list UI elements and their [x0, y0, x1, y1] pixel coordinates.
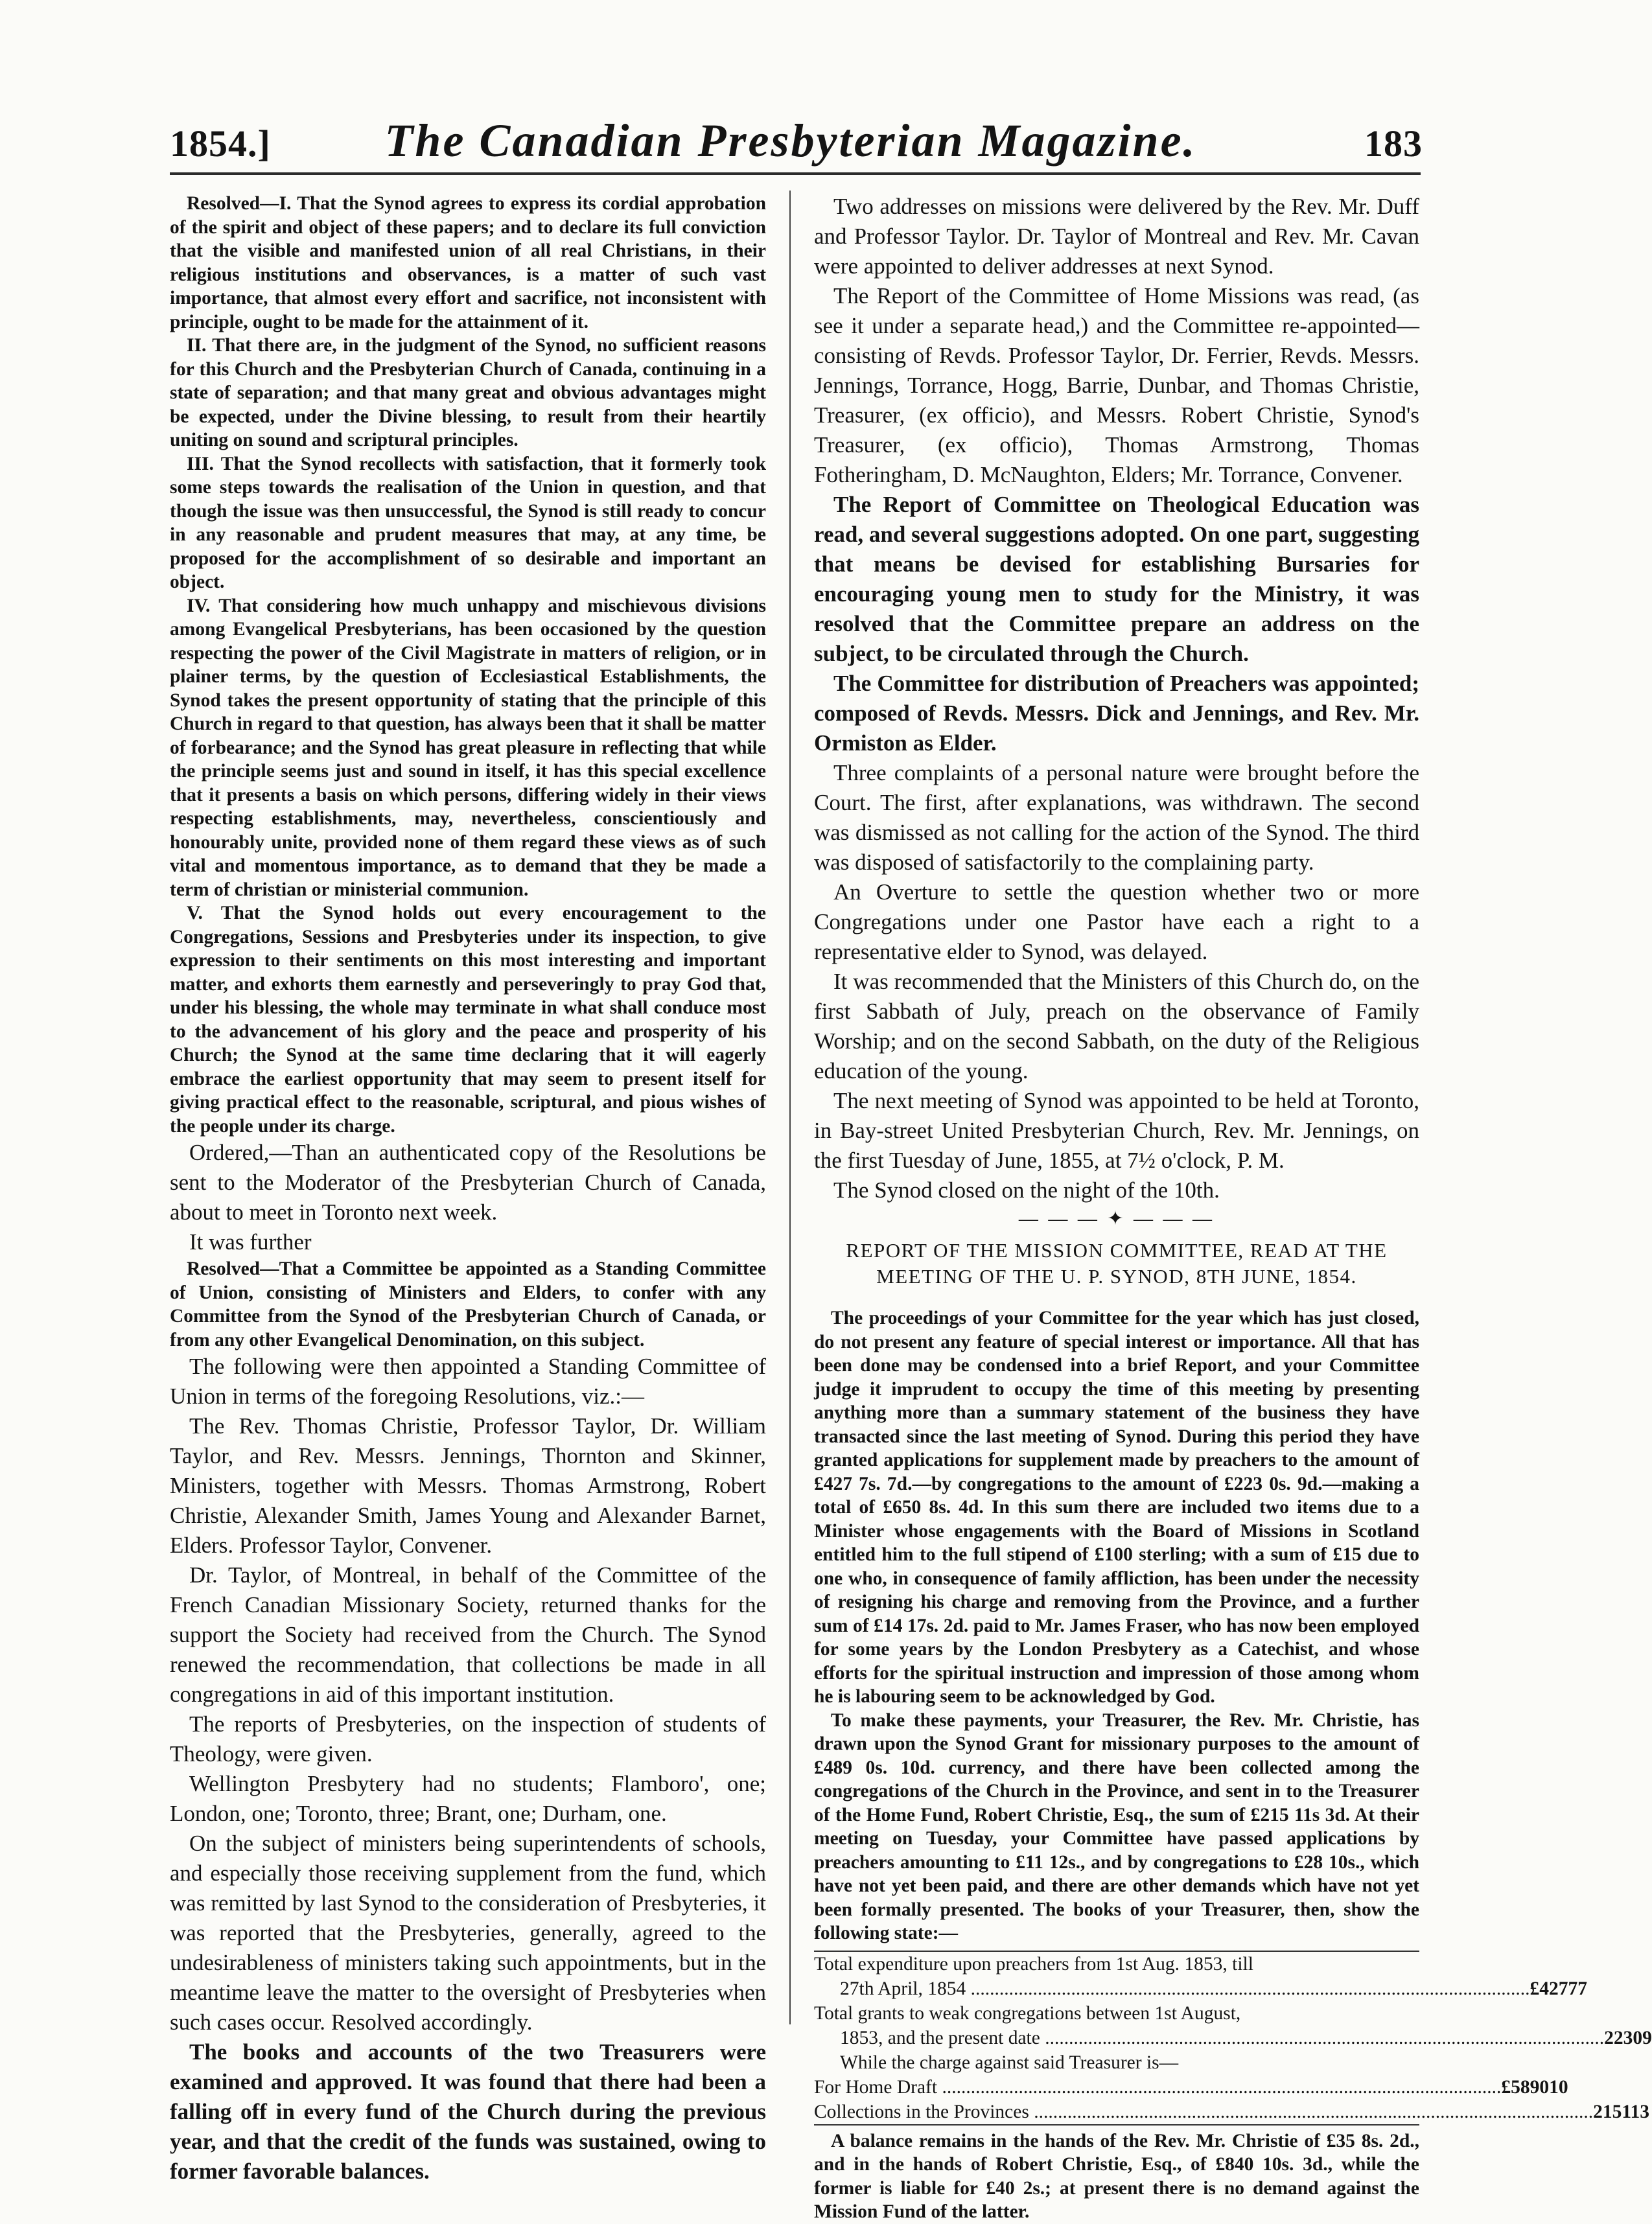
resolution-5: V. That the Synod holds out every encouragement to the Congregations, Sessions and Presbyteries under its inspection, to give expression to their sentiments on this most interesting and important matter, and exhorts them earnestly and perseveringly to pray God that, under his blessing, the whole may terminate in what shall conduce most to the advancement of his glory and the peace and prosperity of his Church; the Synod at the same time declaring that it will eagerly embrace the earliest opportunity that may seem to present itself for giving practical effect to the reasonable, scriptural, and pious wishes of the people under its charge.	[170, 903, 766, 1137]
ordered-paragraph: Ordered,—Than an authenticated copy of the Resolutions be sent to the Moderator of the Presbyterian Church of Canada, about to meet in Toronto next week.	[170, 1140, 766, 1225]
accounts-table	[814, 1951, 1652, 2126]
left-column	[170, 192, 767, 2184]
home-missions-paragraph: The Report of the Committee of Home Missions was read, (as see it under a separate head,) and the Committee re-appointed—consisting of Revds. Professor Taylor, Dr. Ferrier, Revds. Messrs. Jennings, Torrance, Hogg, Barrie, Dunbar, and Thomas Christie, Treasurer, (ex officio), and Messrs. Robert Christie, Synod's Treasurer, (ex officio), Thomas Armstrong, Thomas Fotheringham, D. McNaughton, Elders; Mr. Torrance, Convener.	[814, 283, 1419, 487]
table-row: Total grants to weak congregations between 1st August,	[814, 2002, 1241, 2024]
montreal-paragraph: Dr. Taylor, of Montreal, in behalf of the Committee of the French Canadian Missionary Society, returned thanks for the support the Society had received from the Church. The Synod renewed the recommendation, that collections be made in all congregations in aid of this important institution.	[170, 1562, 766, 1707]
page-number: 183	[1364, 122, 1423, 165]
next-meeting-paragraph: The next meeting of Synod was appointed to be held at Toronto, in Bay-street United Presbyterian Church, Rev. Mr. Jennings, on the first Tuesday of June, 1855, at 7½ o'clock, P. M.	[814, 1088, 1419, 1173]
resolution-4: IV. That considering how much unhappy and mischievous divisions among Evangelical Presbyterians, has been occasioned by the question respecting the power of the Civil Magistrate in matters of religion, or in plainer terms, by the question of Ecclesiastical Establishments, the Synod takes the present opportunity of stating that the principle of this Church in regard to that question, has always been that it shall be matter of forbearance; and the Synod has great pleasure in reflecting that while the principle seems just and sound in itself, it has this special excellence that it presents a basis on which persons, differing widely in their views respecting establishments, may, nevertheless, conscientiously and honourably unite, provided none of them regard these views as of such vital and momentous importance, as to demand that they be made a term of christian or ministerial communion.	[170, 595, 767, 900]
table-row: 1853, and the present date ..... 223 0 9	[814, 2026, 1419, 2050]
addresses-paragraph: Two addresses on missions were delivered by the Rev. Mr. Duff and Professor Taylor. Dr. Taylor of Montreal and Rev. Mr. Cavan were appointed to deliver addresses at next Synod.	[814, 194, 1419, 279]
resolution-3: III. That the Synod recollects with satisfaction, that it formerly took some steps towards the realisation of the Union in question, and that though the issue was then unsuccessful, the Synod is still ready to concur in any reasonable and prudent measures that may, at any time, be proposed for the accomplishment of so desirable and important an object.	[170, 453, 766, 592]
report-heading: REPORT OF THE MISSION COMMITTEE, READ AT THE MEETING OF THE U. P. SYNOD, 8TH JUNE, 1854.	[846, 1239, 1388, 1288]
column-divider	[789, 191, 791, 2024]
overture-paragraph: An Overture to settle the question whether two or more Congregations under one Pastor have each a right to a representative elder to Synod, was delayed.	[814, 879, 1419, 964]
proceedings-paragraph: The proceedings of your Committee for the year which has just closed, do not present any feature of special interest or importance. All that has been done may be condensed into a brief Report, and your Committee judge it imprudent to occupy the time of this meeting by presenting anything more than a summary statement of the business they have transacted since the last meeting of Synod. During this period they have granted applications for supplement made by preachers to the amount of £427 7s. 7d.—by congregations to the amount of £223 0s. 9d.—making a total of £650 8s. 4d. In this sum there are included two items due to a Minister whose engagements with the Board of Missions in Scotland entitled him to the full stipend of £100 sterling; with a sum of £15 due to one who, in consequence of family affliction, has been under the necessity of resigning his charge and removing from the Province, and a further sum of £14 17s. 2d. paid to Mr. James Fraser, who has now been employed for some years by the London Presbytery as a Catechist, and whose efforts for the spiritual instruction and impression of those among whom he is labouring seem to be acknowledged by God.	[814, 1308, 1419, 1707]
closed-paragraph: The Synod closed on the night of the 10th.	[833, 1177, 1220, 1203]
further-paragraph: It was further	[189, 1229, 312, 1255]
superintendents-paragraph: On the subject of ministers being superintendents of schools, and especially those receiving supplement from the fund, which was remitted by last Synod to the consideration of Presbyteries, it was reported that the Presbyteries, generally, agreed to the undesirableness of ministers taking such appointments, but in the meantime leave the matter to the oversight of Presbyteries when such cases occur. Resolved accordingly.	[170, 1831, 766, 2035]
table-row: While the charge against said Treasurer is—	[840, 2052, 1179, 2073]
theological-paragraph: The Report of Committee on Theological Education was read, and several suggestions adopted. On one part, suggesting that means be devised for establishing Bursaries for encouraging young men to study for the Ministry, it was resolved that the Committee prepare an address on the subject, to be circulated through the Church.	[814, 492, 1419, 666]
table-row: For Home Draft ..... £589 0 10	[814, 2075, 1419, 2100]
committee-names: The Rev. Thomas Christie, Professor Taylor, Dr. William Taylor, and Rev. Messrs. Jennings, Thornton and Skinner, Ministers, together with Messrs. Thomas Armstrong, Robert Christie, Alexander Smith, James Young and Alexander Barnet, Elders. Professor Taylor, Convener.	[170, 1413, 766, 1558]
magazine-title: The Canadian Presbyterian Magazine.	[384, 115, 1197, 167]
resolution-1: Resolved—I. That the Synod agrees to express its cordial approbation of the spirit and object of these papers; and to declare its full conviction that the visible and manifested union of all real Christians, in their religious institutions and observances, is a matter of such vast importance, that almost every effort and sacrifice, not inconsistent with principle, ought to be made for the attainment of it.	[170, 193, 766, 332]
section-separator: — — — ✦ — — —	[1018, 1208, 1215, 1229]
distribution-paragraph: The Committee for distribution of Preachers was appointed; composed of Revds. Messrs. Dick and Jennings, and Rev. Mr. Ormiston as Elder.	[814, 671, 1419, 756]
recommended-paragraph: It was recommended that the Ministers of this Church do, on the first Sabbath of July, preach on the observance of Family Worship; and on the second Sabbath, on the duty of the Religious education of the young.	[814, 969, 1419, 1083]
appointed-paragraph: The following were then appointed a Standing Committee of Union in terms of the foregoing Resolutions, viz.:—	[170, 1354, 766, 1409]
header-rule	[170, 172, 1421, 175]
right-column	[814, 192, 1652, 2222]
header-year: 1854.]	[170, 122, 271, 165]
table-row: Total expenditure upon preachers from 1st Aug. 1853, till	[814, 1953, 1253, 1975]
table-row: Collections in the Provinces ..... 215 11 3	[814, 2100, 1419, 2126]
reports-paragraph: The reports of Presbyteries, on the inspection of students of Theology, were given.	[170, 1711, 766, 1766]
students-paragraph: Wellington Presbytery had no students; Flamboro', one; London, one; Toronto, three; Brant, one; Durham, one.	[170, 1771, 766, 1826]
committee-resolution: Resolved—That a Committee be appointed as a Standing Committee of Union, consisting of Ministers and Elders, to confer with any Committee from the Synod of the Presbyterian Church of Canada, or from any other Evangelical Denomination, on this subject.	[170, 1258, 766, 1350]
books-paragraph: The books and accounts of the two Treasurers were examined and approved. It was found that there had been a falling off in every fund of the Church during the previous year, and that the credit of the funds was sustained, owing to former favorable balances.	[170, 2039, 766, 2184]
resolution-2: II. That there are, in the judgment of the Synod, no sufficient reasons for this Church and the Presbyterian Church of Canada, continuing in a state of separation; and that many great and obvious advantages might be expected, under the Divine blessing, to result from their heartily uniting on sound and scriptural principles.	[170, 335, 766, 450]
balance-paragraph: A balance remains in the hands of the Rev. Mr. Christie of £35 8s. 2d., and in the hands of Robert Christie, Esq., of £840 10s. 3d., while the former is liable for £40 2s.; at present there is no demand against the Mission Fund of the latter.	[814, 2130, 1419, 2222]
payments-paragraph: To make these payments, your Treasurer, the Rev. Mr. Christie, has drawn upon the Synod Grant for missionary purposes to the amount of £489 0s. 10d. currency, and there have been collected among the congregations of the Church in the Province, and sent in to the Treasurer of the Home Fund, Robert Christie, Esq., the sum of £215 11s 3d. At their meeting on Tuesday, your Committee have passed applications by preachers amounting to £11 12s., and by congregations to £28 10s., which have not yet been paid, and there are other demands which have not yet been formally presented. The books of your Treasurer, then, show the following state:—	[814, 1709, 1419, 1943]
table-row: 27th April, 1854 ..... £427 7 7	[814, 1976, 1419, 2001]
complaints-paragraph: Three complaints of a personal nature were brought before the Court. The first, after explanations, was withdrawn. The second was dismissed as not calling for the action of the Synod. The third was disposed of satisfactorily to the complaining party.	[814, 760, 1419, 875]
